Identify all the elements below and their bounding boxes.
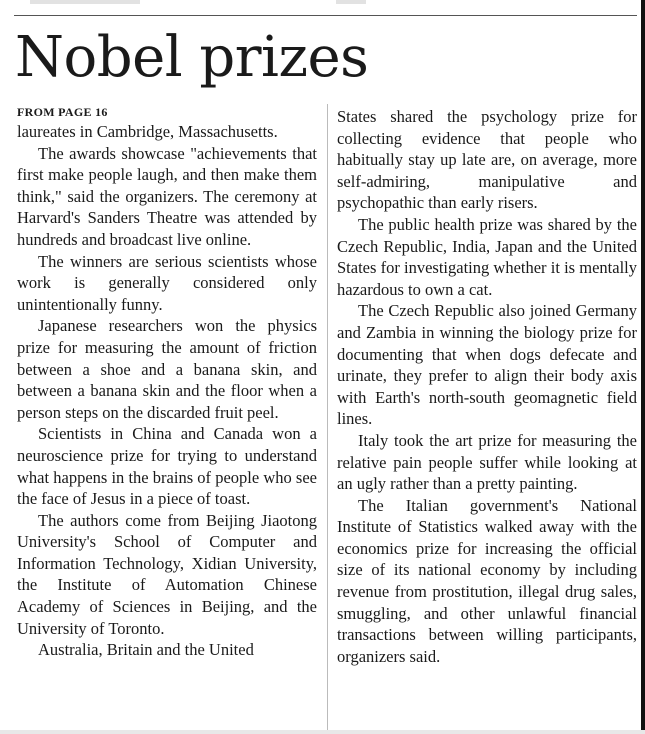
cropped-folio-text — [30, 0, 140, 4]
article-column-right — [337, 106, 637, 667]
paragraph: The Czech Republic also joined Germany and Zambia in winning the biology prize for documenting that when dogs defecate and urinate, they prefer to align their body axis with Earth's north-south geomagnetic field lines. — [337, 301, 637, 429]
paragraph: Italy took the art prize for measuring the relative pain people suffer while looking at an ugly rather than a pretty painting. — [337, 430, 637, 494]
paragraph: laureates in Cambridge, Massachusetts. — [17, 122, 278, 141]
article-column-left — [17, 104, 317, 661]
jump-line: FROM PAGE 16 — [17, 105, 108, 119]
paragraph: Scientists in China and Canada won a neuroscience prize for trying to understand what happens in the brains of people who see the face of Jesus in a piece of toast. — [17, 424, 317, 509]
paragraph: Japanese researchers won the physics prize for measuring the amount of friction between a shoe and a banana skin, and between a banana skin and the floor when a person steps on the discarded fruit peel. — [17, 316, 317, 422]
headline: Nobel prizes — [15, 25, 369, 90]
paragraph: States shared the psychology prize for collecting evidence that people who habitually stay up late are, on average, more self-admiring, manipulative and psychopathic than early risers. — [337, 107, 637, 213]
paragraph: The public health prize was shared by the Czech Republic, India, Japan and the United States for investigating whether it is mentally hazardous to own a cat. — [337, 214, 637, 299]
paragraph: Australia, Britain and the United — [38, 640, 254, 660]
page-edge-bottom — [0, 730, 645, 734]
paragraph: The Italian government's National Institute of Statistics walked away with the economics prize for increasing the official size of its national economy by including revenue from prostitution, illegal drug sales, smuggling, and other unlawful financial transactions between willing participants, organizers said. — [337, 495, 637, 666]
column-divider — [327, 104, 328, 730]
paragraph: The authors come from Beijing Jiaotong University's School of Computer and Information Technology, Xidian University, the Institute of Automation Chinese Academy of Sciences in Beijing, and the University of Toronto. — [17, 510, 317, 638]
page-edge-right — [641, 0, 645, 734]
paragraph: The winners are serious scientists whose work is generally considered only unintentionally funny. — [17, 251, 317, 314]
cropped-folio-text — [336, 0, 366, 4]
paragraph: The awards showcase "achievements that first make people laugh, and then make them think," said the organizers. The ceremony at Harvard's Sanders Theatre was attended by hundreds and broadcast live online. — [17, 143, 317, 249]
top-rule — [14, 15, 637, 16]
